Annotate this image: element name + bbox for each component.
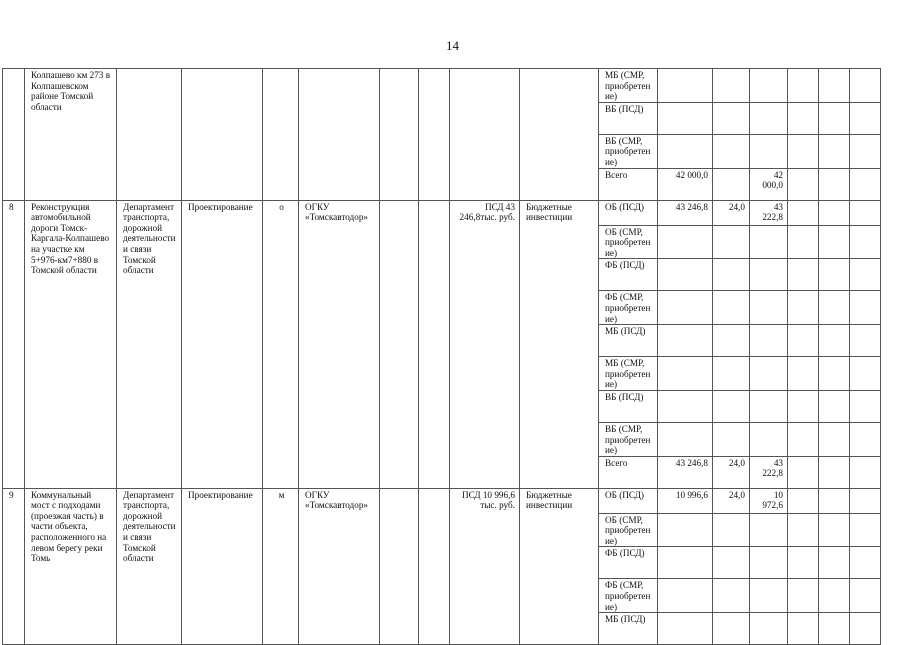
empty-cell: [850, 579, 881, 613]
funding-percent: [713, 422, 750, 456]
funding-total: [750, 259, 788, 291]
funding-amount: [658, 225, 713, 259]
funding-total: [750, 225, 788, 259]
empty-cell: [819, 422, 850, 456]
funding-amount: 10 996,6: [658, 488, 713, 513]
funding-amount: [658, 547, 713, 579]
object-name: Реконструкция автомобильной дороги Томск-Каргала-Колпашево на участке км 5+976-км7+880 в Томской области: [25, 200, 117, 488]
department: Департамент транспорта, дорожной деятельности и связи Томской области: [117, 488, 182, 645]
funding-total: [750, 390, 788, 422]
funding-source: МБ (ПСД): [599, 325, 658, 357]
contractor: ОГКУ «Томскавтодор»: [299, 488, 380, 645]
empty-cell: [419, 488, 450, 645]
empty-cell: [819, 513, 850, 547]
funding-total: [750, 325, 788, 357]
funding-amount: [658, 102, 713, 134]
empty-cell: [819, 390, 850, 422]
funding-total: [750, 513, 788, 547]
empty-cell: [788, 200, 819, 225]
funding-source: ФБ (СМР, приобретение): [599, 579, 658, 613]
psd-cost: ПСД 10 996,6 тыс. руб.: [450, 488, 520, 645]
funding-source: ФБ (СМР, приобретение): [599, 291, 658, 325]
empty-cell: [788, 547, 819, 579]
empty-cell: [788, 456, 819, 488]
funding-amount: [658, 291, 713, 325]
empty-cell: [117, 69, 182, 201]
row-number: 9: [3, 488, 25, 645]
funding-amount: [658, 422, 713, 456]
table-row: [3, 200, 881, 225]
funding-source: ОБ (СМР, приобретение): [599, 225, 658, 259]
funding-percent: [713, 325, 750, 357]
empty-cell: [788, 422, 819, 456]
empty-cell: [819, 69, 850, 103]
funding-percent: [713, 579, 750, 613]
funding-percent: [713, 291, 750, 325]
empty-cell: [819, 325, 850, 357]
empty-cell: [850, 134, 881, 168]
empty-cell: [788, 259, 819, 291]
empty-cell: [299, 69, 380, 201]
funding-percent: [713, 168, 750, 200]
empty-cell: [819, 547, 850, 579]
empty-cell: [819, 259, 850, 291]
funding-percent: [713, 513, 750, 547]
investment-type: Бюджетные инвестиции: [520, 200, 599, 488]
funding-total: [750, 102, 788, 134]
funding-total: [750, 547, 788, 579]
funding-percent: [713, 259, 750, 291]
funding-amount: [658, 513, 713, 547]
funding-amount: 43 246,8: [658, 200, 713, 225]
funding-total: 43 222,8: [750, 456, 788, 488]
empty-cell: [380, 488, 419, 645]
funding-source: ВБ (ПСД): [599, 390, 658, 422]
funding-percent: [713, 102, 750, 134]
empty-cell: [419, 69, 450, 201]
psd-cost: ПСД 43 246,8тыс. руб.: [450, 200, 520, 488]
row-number: [3, 69, 25, 201]
empty-cell: [850, 168, 881, 200]
empty-cell: [788, 134, 819, 168]
funding-amount: [658, 325, 713, 357]
empty-cell: [788, 357, 819, 391]
funding-total: [750, 69, 788, 103]
empty-cell: [788, 225, 819, 259]
table-body: [3, 69, 881, 645]
table-row: [3, 488, 881, 513]
funding-amount: [658, 390, 713, 422]
empty-cell: [788, 390, 819, 422]
funding-percent: [713, 390, 750, 422]
empty-cell: [850, 325, 881, 357]
empty-cell: [850, 259, 881, 291]
empty-cell: [819, 200, 850, 225]
funding-source: ВБ (ПСД): [599, 102, 658, 134]
funding-amount: [658, 579, 713, 613]
funding-total: 43 222,8: [750, 200, 788, 225]
empty-cell: [819, 102, 850, 134]
empty-cell: [182, 69, 263, 201]
funding-total: [750, 291, 788, 325]
row-number: 8: [3, 200, 25, 488]
empty-cell: [850, 422, 881, 456]
empty-cell: [520, 69, 599, 201]
funding-total: 42 000,0: [750, 168, 788, 200]
empty-cell: [850, 225, 881, 259]
empty-cell: [263, 69, 299, 201]
funding-source: МБ (ПСД): [599, 613, 658, 645]
funding-source: ОБ (СМР, приобретение): [599, 513, 658, 547]
funding-amount: [658, 134, 713, 168]
funding-amount: 42 000,0: [658, 168, 713, 200]
funding-source: ВБ (СМР, приобретение): [599, 134, 658, 168]
funding-amount: [658, 69, 713, 103]
funding-total: [750, 134, 788, 168]
empty-cell: [380, 200, 419, 488]
funding-source: МБ (СМР, приобретение): [599, 357, 658, 391]
empty-cell: [850, 513, 881, 547]
empty-cell: [788, 102, 819, 134]
empty-cell: [819, 168, 850, 200]
empty-cell: [788, 513, 819, 547]
funding-percent: 24,0: [713, 200, 750, 225]
empty-cell: [850, 69, 881, 103]
funding-source: Всего: [599, 456, 658, 488]
page-number: 14: [446, 38, 459, 53]
empty-cell: [819, 456, 850, 488]
funding-source: ФБ (ПСД): [599, 547, 658, 579]
empty-cell: [850, 291, 881, 325]
funding-percent: [713, 357, 750, 391]
funding-percent: [713, 225, 750, 259]
funding-total: 10 972,6: [750, 488, 788, 513]
investment-type: Бюджетные инвестиции: [520, 488, 599, 645]
empty-cell: [788, 325, 819, 357]
empty-cell: [819, 225, 850, 259]
funding-source: ВБ (СМР, приобретение): [599, 422, 658, 456]
empty-cell: [819, 134, 850, 168]
empty-cell: [819, 357, 850, 391]
empty-cell: [850, 547, 881, 579]
empty-cell: [788, 579, 819, 613]
funding-source: МБ (СМР, приобретение): [599, 69, 658, 103]
funding-percent: [713, 69, 750, 103]
funding-total: [750, 422, 788, 456]
empty-cell: [450, 69, 520, 201]
empty-cell: [850, 200, 881, 225]
funding-total: [750, 579, 788, 613]
funding-total: [750, 357, 788, 391]
funding-percent: [713, 134, 750, 168]
department: Департамент транспорта, дорожной деятельности и связи Томской области: [117, 200, 182, 488]
empty-cell: [419, 200, 450, 488]
funding-percent: 24,0: [713, 488, 750, 513]
empty-cell: [850, 102, 881, 134]
budget-table: [2, 68, 881, 645]
empty-cell: [850, 488, 881, 513]
object-name: Колпашево км 273 в Колпашевском районе Томской области: [25, 69, 117, 201]
empty-cell: [850, 357, 881, 391]
funding-amount: [658, 357, 713, 391]
empty-cell: [380, 69, 419, 201]
table-row: [3, 69, 881, 103]
funding-percent: [713, 547, 750, 579]
object-name: Коммунальный мост с подходами (проезжая часть) в части объекта, расположенного на левом берегу реки Томь: [25, 488, 117, 645]
empty-cell: [788, 488, 819, 513]
empty-cell: [850, 456, 881, 488]
funding-amount: 43 246,8: [658, 456, 713, 488]
stage-letter: о: [263, 200, 299, 488]
funding-percent: 24,0: [713, 456, 750, 488]
contractor: ОГКУ «Томскавтодор»: [299, 200, 380, 488]
stage: Проектирование: [182, 488, 263, 645]
empty-cell: [819, 291, 850, 325]
empty-cell: [788, 291, 819, 325]
funding-amount: [658, 259, 713, 291]
funding-source: ФБ (ПСД): [599, 259, 658, 291]
funding-source: Всего: [599, 168, 658, 200]
empty-cell: [819, 579, 850, 613]
funding-source: ОБ (ПСД): [599, 200, 658, 225]
empty-cell: [788, 168, 819, 200]
empty-cell: [788, 69, 819, 103]
funding-source: ОБ (ПСД): [599, 488, 658, 513]
empty-cell: [819, 488, 850, 513]
stage-letter: м: [263, 488, 299, 645]
empty-cell: [850, 390, 881, 422]
stage: Проектирование: [182, 200, 263, 488]
